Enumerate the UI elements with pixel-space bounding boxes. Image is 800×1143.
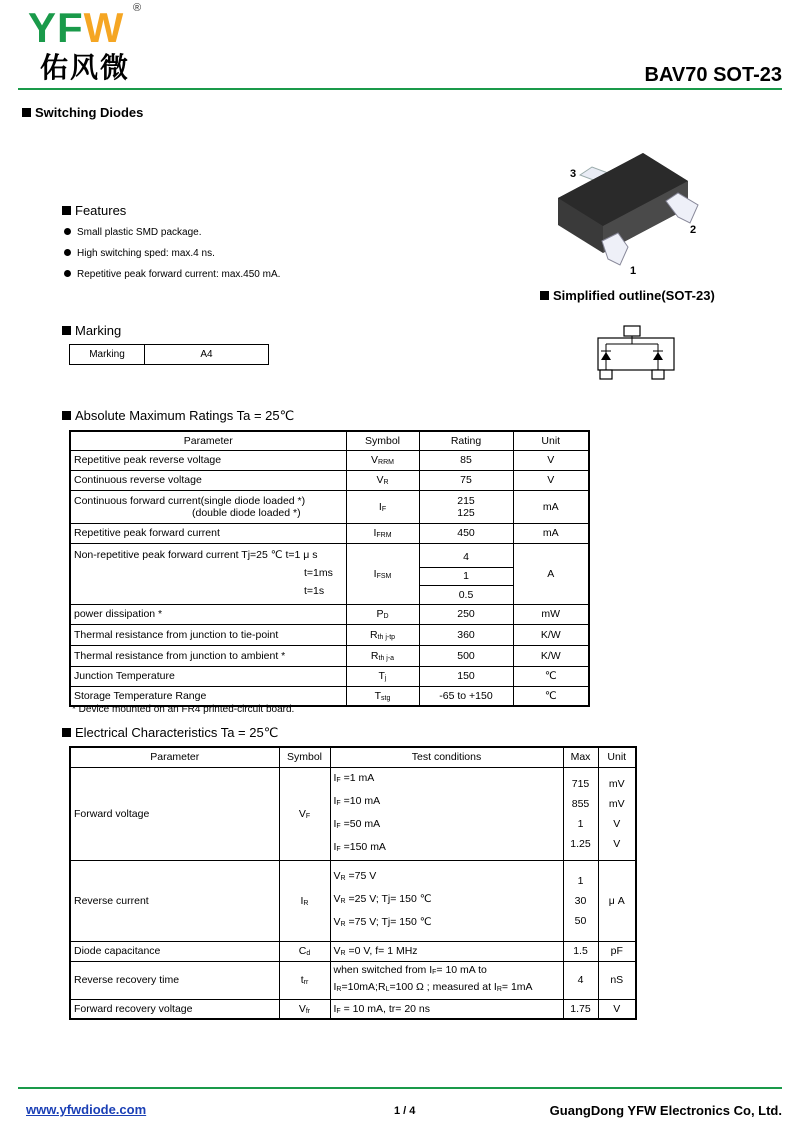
condition-line: [334, 980, 560, 997]
elec-table: [69, 746, 637, 1020]
feature-text: High switching sped: max.4 ns.: [77, 248, 215, 259]
param-line: Non-repetitive peak forward current Tj=25 ℃ t=1 μ s: [74, 548, 318, 561]
unit-cell: mA: [513, 490, 589, 523]
section-title: [22, 105, 143, 120]
rating-cell: 85: [419, 450, 513, 470]
cond-sub: R: [340, 921, 346, 928]
marking-heading: [62, 323, 121, 338]
cond-text: = 10 mA, tr= 20 ns: [340, 1002, 430, 1015]
max-cell: 1.75: [563, 999, 598, 1019]
param-cell: Thermal resistance from junction to ambient *: [70, 645, 346, 666]
symbol-text: I: [300, 894, 304, 907]
cond-sub: F: [432, 969, 437, 976]
bullet-square-icon: [62, 728, 71, 737]
col-symbol: Symbol: [279, 747, 330, 767]
bullet-dot-icon: [64, 270, 71, 277]
elec-heading: [62, 725, 278, 741]
marking-value: A4: [145, 345, 269, 365]
feature-item: [64, 227, 202, 238]
unit-cell: V: [513, 470, 589, 490]
bullet-square-icon: [62, 326, 71, 335]
rating-line: 1: [420, 568, 513, 586]
symbol-cell: [279, 961, 330, 999]
rating-cell: -65 to +150: [419, 686, 513, 706]
section-title-text: Switching Diodes: [35, 105, 144, 120]
rating-cell: 250: [419, 604, 513, 624]
param-cell: Repetitive peak forward current: [70, 523, 346, 543]
condition-line: [334, 866, 560, 889]
param-line: Continuous forward current(single diode loaded *): [74, 494, 306, 507]
unit-cell: K/W: [513, 645, 589, 666]
symbol-sub: stg: [381, 694, 391, 702]
symbol-sub: j: [384, 675, 387, 682]
symbol-text: V: [298, 807, 306, 820]
cond-text: when switched from I: [333, 964, 433, 976]
cond-text: =0 V, f= 1 MHz: [345, 945, 418, 957]
cond-text: =150 mA: [340, 840, 386, 853]
cond-text: =75 V: [345, 870, 377, 882]
feature-item: [64, 248, 215, 259]
table-row: [70, 767, 636, 860]
cond-sub: R: [340, 898, 346, 905]
table-row: [70, 999, 636, 1019]
cond-pre: V: [333, 893, 341, 905]
unit-cell: A: [513, 543, 589, 604]
unit-cell: pF: [598, 941, 636, 961]
symbol-sub: R: [383, 479, 389, 486]
registered-mark: ®: [133, 2, 142, 14]
unit-line: V: [613, 837, 621, 850]
cond-pre: I: [333, 794, 337, 807]
symbol-sub: D: [383, 613, 389, 620]
symbol-cell: [346, 490, 419, 523]
cond-text: =50 mA: [340, 817, 381, 830]
table-row: [70, 543, 589, 604]
abs-max-heading-text: Absolute Maximum Ratings Ta = 25℃: [75, 408, 295, 423]
symbol-sub: fr: [305, 1007, 311, 1015]
symbol-cell: [346, 624, 419, 645]
col-parameter: Parameter: [70, 431, 346, 450]
col-unit: Unit: [513, 431, 589, 450]
condition-line: [334, 814, 560, 837]
cond-text: = 1mA: [501, 981, 533, 993]
unit-cell: ℃: [513, 686, 589, 706]
cond-text: =10 mA: [340, 794, 381, 807]
rating-line: 0.5: [458, 588, 474, 601]
outline-caption: [540, 288, 715, 303]
company-name: GuangDong YFW Electronics Co, Ltd.: [549, 1103, 782, 1118]
cond-text: =100 Ω ; measured at I: [389, 981, 497, 993]
cond-sub: F: [336, 1007, 341, 1015]
param-cell: [70, 543, 346, 604]
rating-cell: 75: [419, 470, 513, 490]
circuit-symbol-diagram: [590, 322, 680, 382]
param-cell: Reverse recovery time: [70, 961, 279, 999]
cond-pre: I: [333, 771, 337, 784]
page-number: 1 / 4: [394, 1105, 416, 1117]
cond-sub: R: [340, 875, 346, 882]
symbol-text: T: [378, 670, 385, 682]
conditions-cell: [330, 941, 563, 961]
condition-line: [334, 963, 560, 980]
bullet-square-icon: [62, 206, 71, 215]
unit-cell: K/W: [513, 624, 589, 645]
pin-pad-2: [652, 370, 664, 379]
rating-cell: 500: [419, 645, 513, 666]
symbol-sub: FSM: [376, 572, 392, 580]
lead-2: [666, 193, 698, 223]
rating-cell: [419, 543, 513, 604]
unit-cell: mA: [513, 523, 589, 543]
col-parameter: Parameter: [70, 747, 279, 767]
symbol-text: V: [376, 474, 384, 486]
table-row: [70, 961, 636, 999]
sot23-package-image: [548, 143, 718, 283]
symbol-sub: RRM: [378, 459, 394, 466]
rating-cell: 450: [419, 523, 513, 543]
logo-text: [28, 6, 124, 50]
table-row: [70, 941, 636, 961]
logo-w: W: [83, 4, 125, 51]
cond-sub: R: [496, 986, 502, 993]
cond-text: I: [333, 981, 337, 993]
diode-left-icon: [601, 352, 611, 360]
symbol-cell: [279, 999, 330, 1019]
cond-text: =25 V; Tj= 150 ℃: [345, 893, 432, 905]
unit-line: mV: [608, 777, 625, 790]
symbol-text: I: [378, 500, 382, 513]
param-cell: Junction Temperature: [70, 666, 346, 686]
max-line: 855: [571, 797, 590, 810]
marking-row: [70, 345, 269, 365]
rating-line: 125: [457, 506, 475, 519]
max-cell: [563, 860, 598, 941]
cond-sub: L: [385, 986, 390, 993]
symbol-text: T: [374, 689, 382, 702]
unit-cell: nS: [598, 961, 636, 999]
rating-cell: 360: [419, 624, 513, 645]
condition-line: [334, 912, 560, 935]
cond-pre: V: [333, 945, 341, 957]
cond-sub: F: [336, 822, 341, 830]
param-cell: Thermal resistance from junction to tie-point: [70, 624, 346, 645]
pin-pad-3: [624, 326, 640, 336]
table-row: [70, 645, 589, 666]
symbol-text: V: [298, 1002, 306, 1015]
symbol-cell: [346, 666, 419, 686]
unit-cell: V: [513, 450, 589, 470]
max-line: 30: [574, 894, 587, 907]
symbol-text: R: [370, 649, 379, 662]
param-cell: Storage Temperature Range: [70, 686, 346, 706]
table-row: [70, 604, 589, 624]
max-line: 1.25: [570, 837, 591, 850]
rating-cell: [419, 490, 513, 523]
pin-label-2: 2: [690, 224, 697, 236]
elec-heading-text: Electrical Characteristics Ta = 25℃: [75, 725, 279, 740]
header-rule: [18, 88, 782, 90]
cond-sub: R: [340, 950, 346, 957]
rating-cell: 150: [419, 666, 513, 686]
symbol-cell: [279, 767, 330, 860]
symbol-text: I: [373, 527, 377, 539]
cond-pre: V: [333, 870, 341, 882]
col-symbol: Symbol: [346, 431, 419, 450]
symbol-cell: [346, 450, 419, 470]
document-title: BAV70 SOT-23: [644, 64, 782, 86]
symbol-sub: rr: [303, 979, 309, 986]
table-header-row: [70, 747, 636, 767]
cond-sub: R: [336, 986, 342, 993]
max-line: 1: [577, 817, 584, 830]
unit-line: mV: [608, 797, 625, 810]
table-row: [70, 450, 589, 470]
marking-table: [69, 344, 269, 365]
col-rating: Rating: [419, 431, 513, 450]
pin-label-3: 3: [570, 168, 577, 180]
bullet-square-icon: [22, 108, 31, 117]
symbol-text: V: [371, 454, 379, 466]
cond-text: = 10 mA to: [436, 964, 487, 976]
cond-text: =10mA;R: [341, 981, 386, 993]
table-row: [70, 470, 589, 490]
param-cell: [70, 490, 346, 523]
cond-sub: F: [336, 776, 341, 784]
symbol-sub: F: [305, 812, 311, 820]
rating-line: 215: [457, 494, 475, 507]
symbol-cell: [279, 941, 330, 961]
symbol-text: C: [298, 945, 307, 957]
symbol-cell: [346, 543, 419, 604]
footer-rule: [18, 1087, 782, 1089]
cond-pre: I: [333, 840, 337, 853]
max-line: 50: [574, 914, 587, 927]
symbol-cell: [346, 686, 419, 706]
param-cell: Forward voltage: [70, 767, 279, 860]
feature-text: Repetitive peak forward current: max.450 mA.: [77, 269, 281, 280]
table-row: [70, 490, 589, 523]
symbol-sub: FRM: [376, 532, 392, 539]
symbol-sub: th j-tp: [377, 633, 396, 641]
unit-cell: mW: [513, 604, 589, 624]
unit-cell: μ A: [598, 860, 636, 941]
condition-line: [334, 768, 560, 791]
condition-line: [334, 889, 560, 912]
bullet-square-icon: [62, 411, 71, 420]
conditions-cell: [330, 860, 563, 941]
abs-max-note: * Device mounted on an FR4 printed-circuit board.: [72, 704, 295, 715]
param-line: t=1s: [304, 584, 325, 597]
feature-item: [64, 269, 280, 280]
max-line: 715: [571, 777, 590, 790]
cond-text: =1 mA: [340, 771, 375, 784]
symbol-sub: th j-a: [378, 654, 395, 662]
symbol-text: P: [376, 608, 384, 620]
condition-line: [334, 837, 560, 860]
pin-label-1: 1: [630, 265, 637, 277]
param-cell: Repetitive peak reverse voltage: [70, 450, 346, 470]
condition-line: [334, 791, 560, 814]
marking-heading-text: Marking: [75, 323, 122, 338]
symbol-text: I: [373, 567, 377, 580]
max-cell: [563, 767, 598, 860]
conditions-cell: [330, 999, 563, 1019]
param-cell: Reverse current: [70, 860, 279, 941]
param-cell: power dissipation *: [70, 604, 346, 624]
max-cell: 1.5: [563, 941, 598, 961]
unit-cell: V: [598, 999, 636, 1019]
cond-pre: I: [333, 1002, 337, 1015]
col-max: Max: [563, 747, 598, 767]
marking-label: Marking: [70, 345, 145, 365]
table-row: [70, 624, 589, 645]
bullet-square-icon: [540, 291, 549, 300]
table-header-row: [70, 431, 589, 450]
param-cell: Forward recovery voltage: [70, 999, 279, 1019]
features-heading: [62, 203, 126, 218]
max-line: 1: [577, 874, 584, 887]
col-test-conditions: Test conditions: [330, 747, 563, 767]
cond-sub: F: [336, 845, 341, 853]
symbol-cell: [346, 645, 419, 666]
col-unit: Unit: [598, 747, 636, 767]
symbol-cell: [346, 523, 419, 543]
diode-right-icon: [653, 352, 663, 360]
param-cell: Continuous reverse voltage: [70, 470, 346, 490]
unit-cell: ℃: [513, 666, 589, 686]
symbol-cell: [346, 604, 419, 624]
symbol-sub: R: [303, 899, 309, 907]
cond-pre: V: [333, 916, 341, 928]
outline-caption-text: Simplified outline(SOT-23): [553, 288, 715, 303]
symbol-text: R: [369, 628, 378, 641]
symbol-sub: d: [306, 950, 311, 957]
param-cell: Diode capacitance: [70, 941, 279, 961]
unit-line: V: [613, 817, 621, 830]
unit-cell: [598, 767, 636, 860]
cond-text: =75 V; Tj= 150 ℃: [345, 916, 432, 928]
symbol-cell: [279, 860, 330, 941]
conditions-cell: [330, 767, 563, 860]
symbol-cell: [346, 470, 419, 490]
abs-max-table: [69, 430, 590, 707]
website-link[interactable]: www.yfwdiode.com: [26, 1102, 147, 1117]
cond-pre: I: [333, 817, 337, 830]
feature-text: Small plastic SMD package.: [77, 227, 202, 238]
table-row: [70, 860, 636, 941]
max-cell: 4: [563, 961, 598, 999]
logo-chinese: 佑风微: [40, 51, 131, 84]
table-row: [70, 666, 589, 686]
abs-max-heading: [62, 408, 294, 424]
table-row: [70, 686, 589, 706]
cond-sub: F: [336, 799, 341, 807]
param-line: (double diode loaded *): [192, 506, 301, 519]
conditions-cell: [330, 961, 563, 999]
bullet-dot-icon: [64, 249, 71, 256]
symbol-sub: F: [381, 505, 387, 513]
bullet-dot-icon: [64, 228, 71, 235]
table-row: [70, 523, 589, 543]
features-heading-text: Features: [75, 203, 127, 218]
pin-pad-1: [600, 370, 612, 379]
param-line: t=1ms: [304, 566, 333, 579]
rating-line: 4: [420, 548, 513, 568]
symbol-text: t: [300, 974, 304, 986]
logo-yf: YF: [28, 4, 84, 51]
